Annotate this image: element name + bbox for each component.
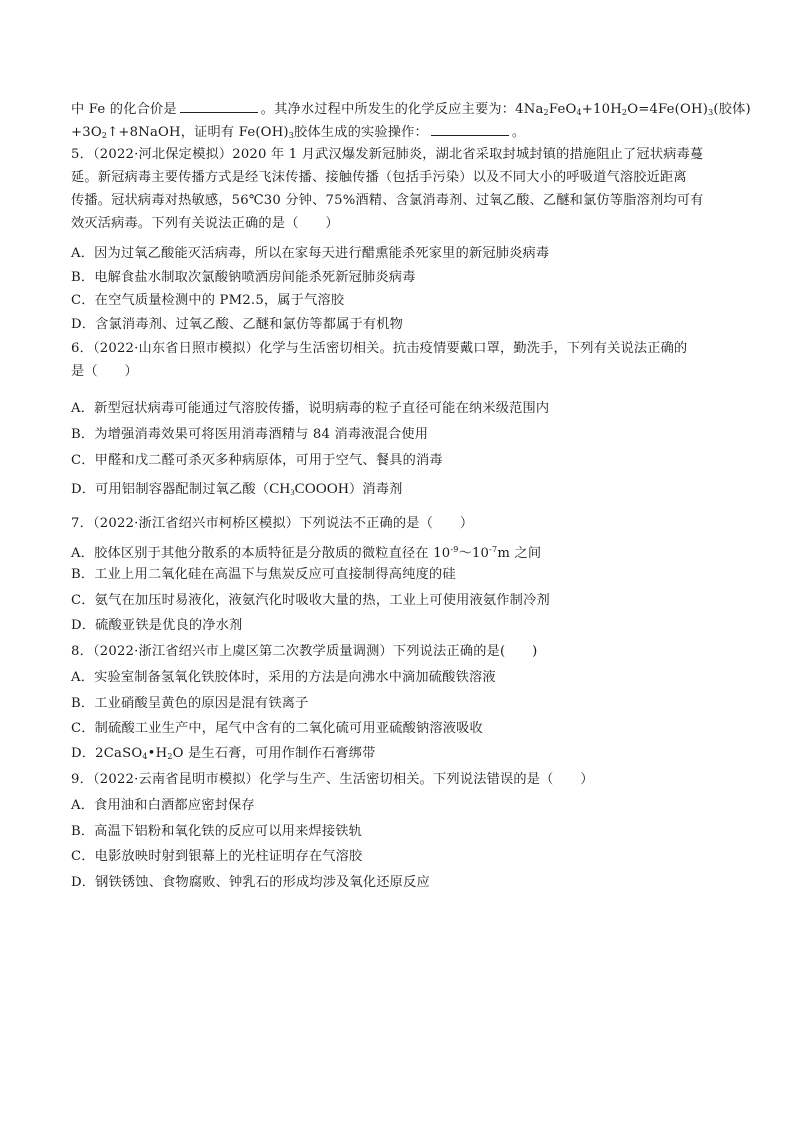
question-6-option-c: C．甲醛和戊二醛可杀灭多种病原体，可用于空气、餐具的消毒 [71,453,443,468]
text: A．胶体区别于其他分散系的本质特征是分散质的微粒直径在 10 [71,546,451,561]
text: D．可用铝制容器配制过氧乙酸（ [71,482,270,497]
text: FeO [548,102,577,117]
text: O 是生石膏，可用作制作石膏绑带 [172,746,376,761]
question-6-stem-1: 6．（2022·山东省日照市模拟）化学与生活密切相关。抗击疫情要戴口罩，勤洗手，下列有关说法正确的 [71,341,688,356]
question-5-stem-2: 延。新冠病毒主要传播方式是经飞沫传播、接触传播（包括手污染）以及不同大小的呼吸道气溶胶近距离 [71,170,687,185]
text: 。其净水过程中所发生的化学反应主要为：4Na [260,102,544,117]
question-7-option-c: C．氨气在加压时易液化，液氨汽化时吸收大量的热，工业上可使用液氨作制冷剂 [71,593,550,608]
question-5-option-a: A．因为过氧乙酸能灭活病毒，所以在家每天进行醋熏能杀死家里的新冠肺炎病毒 [71,246,550,261]
text: ～10 [458,546,490,561]
intro-line-2 [71,123,525,145]
question-5-stem-1: 5．（2022·河北保定模拟）2020 年 1 月武汉爆发新冠肺炎，湖北省采取封城封镇的措施阻止了冠状病毒蔓 [71,147,704,162]
subscript: 4 [142,752,148,761]
question-7-option-d: D．硫酸亚铁是优良的净水剂 [71,618,243,633]
text: 胶体生成的实验操作： [294,125,428,140]
question-5-option-b: B．电解食盐水制取次氯酸钠喷洒房间能杀死新冠肺炎病毒 [71,270,416,285]
question-9-option-c: C．电影放映时射到银幕上的光柱证明存在气溶胶 [71,849,363,864]
subscript: 3 [708,108,714,117]
text: ）消毒剂 [349,482,403,497]
text: CH [269,481,291,497]
question-6-option-d [71,480,403,502]
question-5-option-c: C．在空气质量检测中的 PM2.5，属于气溶胶 [71,293,345,308]
text: +10H [581,102,622,117]
text: (胶体) [713,102,751,117]
subscript: 2 [543,108,549,117]
question-9-option-b: B．高温下铝粉和氧化铁的反应可以用来焊接铁轨 [71,824,363,839]
superscript: -7 [489,545,498,554]
text: 中 Fe 的化合价是 [71,102,177,117]
formula-peracetic-acid [269,481,349,497]
subscript: 2 [167,752,173,761]
text: 。 [511,125,526,140]
question-7-stem: 7．（2022·浙江省绍兴市柯桥区模拟）下列说法不正确的是（ ） [71,516,474,531]
text: +3O [71,125,102,140]
question-9-stem: 9．（2022·云南省昆明市模拟）化学与生产、生活密切相关。下列说法错误的是（ ） [71,772,594,787]
question-9-option-d: D．钢铁锈蚀、食物腐败、钟乳石的形成均涉及氧化还原反应 [71,875,430,890]
question-5-stem-4: 效灭活病毒。下列有关说法正确的是（ ） [71,216,339,231]
question-6-option-a: A．新型冠状病毒可能通过气溶胶传播，说明病毒的粒子直径可能在纳米级范围内 [71,401,550,416]
answer-blank-experiment[interactable] [431,123,509,136]
subscript: 3 [290,488,295,497]
question-8-option-b: B．工业硝酸呈黄色的原因是混有铁离子 [71,696,309,711]
question-8-stem: 8．（2022·浙江省绍兴市上虞区第二次教学质量调测）下列说法正确的是( ) [71,644,538,659]
question-5-stem-3: 传播。冠状病毒对热敏感，56℃30 分钟、75%酒精、含氯消毒剂、过氧乙酸、乙醚和氯仿等脂溶剂均可有 [71,193,704,208]
question-5-option-d: D．含氯消毒剂、过氧乙酸、乙醚和氯仿等都属于有机物 [71,317,404,332]
question-8-option-a: A．实验室制备氢氧化铁胶体时，采用的方法是向沸水中滴加硫酸铁溶液 [71,670,496,685]
text: ↑+8NaOH，证明有 Fe(OH) [107,125,289,140]
subscript: 3 [288,131,295,140]
question-8-option-d [71,745,375,766]
text: m 之间 [497,546,542,561]
question-7-option-b: B．工业上用二氧化硅在高温下与焦炭反应可直接制得高纯度的硅 [71,567,456,582]
question-7-option-a [71,541,541,563]
text: •H [147,746,168,761]
text: COOOH [294,481,349,497]
text: O=4Fe(OH) [627,102,709,117]
superscript: -9 [450,545,459,554]
text: D．2CaSO [71,746,143,761]
question-6-option-b: B．为增强消毒效果可将医用消毒酒精与 84 消毒液混合使用 [71,427,429,442]
subscript: 4 [576,108,582,117]
intro-line-1 [71,100,751,122]
answer-blank-valence[interactable] [180,100,258,113]
question-8-option-c: C．制硫酸工业生产中，尾气中含有的二氧化硫可用亚硫酸钠溶液吸收 [71,721,483,736]
question-6-stem-2: 是（ ） [71,364,138,379]
subscript: 2 [621,108,628,117]
subscript: 2 [101,131,108,140]
question-9-option-a: A．食用油和白酒都应密封保存 [71,798,255,813]
